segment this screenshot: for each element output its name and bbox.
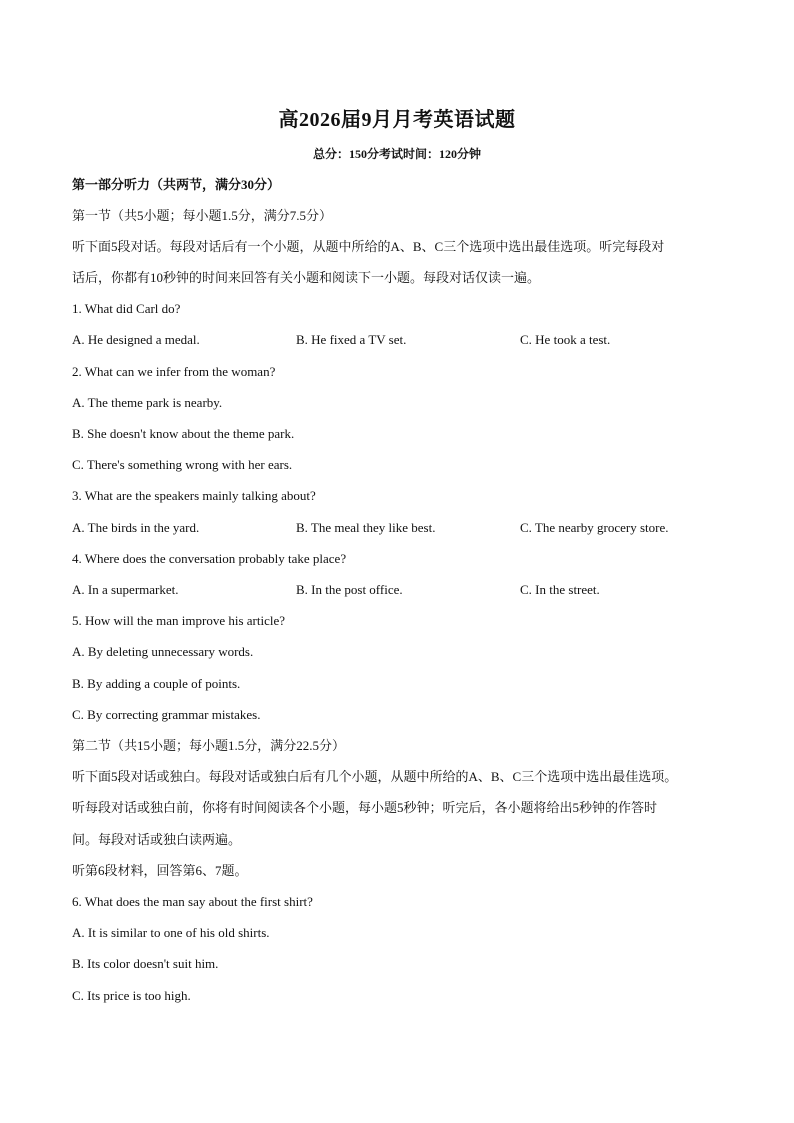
q6-option-b: B. Its color doesn't suit him.	[72, 956, 219, 971]
q4-option-b: B. In the post office.	[296, 582, 403, 597]
question-4: 4. Where does the conversation probably take place?	[72, 551, 347, 566]
q4-option-c: C. In the street.	[520, 582, 600, 597]
section2-instruction-line: 间。每段对话或独白读两遍。	[72, 832, 242, 847]
material-instruction: 听第6段材料，回答第6、7题。	[72, 863, 248, 878]
q5-option-b: B. By adding a couple of points.	[72, 676, 241, 691]
question-6: 6. What does the man say about the first shirt?	[72, 894, 313, 909]
q6-option-c: C. Its price is too high.	[72, 988, 191, 1003]
q3-option-a: A. The birds in the yard.	[72, 520, 200, 535]
section1-heading: 第一节（共5小题；每小题1.5分，满分7.5分）	[72, 208, 333, 223]
question-2: 2. What can we infer from the woman?	[72, 364, 276, 379]
section1-instruction-line: 听下面5段对话。每段对话后有一个小题，从题中所给的A、B、C三个选项中选出最佳选项。听完每段对	[72, 239, 665, 254]
q1-option-b: B. He fixed a TV set.	[296, 332, 407, 347]
q2-option-b: B. She doesn't know about the theme park.	[72, 426, 295, 441]
section2-instruction-line: 听每段对话或独白前，你将有时间阅读各个小题，每小题5秒钟；听完后，各小题将给出5秒钟的作答时	[72, 800, 658, 815]
question-1: 1. What did Carl do?	[72, 301, 181, 316]
q2-option-c: C. There's something wrong with her ears.	[72, 457, 293, 472]
section2-instruction-line: 听下面5段对话或独白。每段对话或独白后有几个小题，从题中所给的A、B、C三个选项中选出最佳选项。	[72, 769, 678, 784]
q1-option-c: C. He took a test.	[520, 332, 611, 347]
q1-option-a: A. He designed a medal.	[72, 332, 200, 347]
q3-option-b: B. The meal they like best.	[296, 520, 436, 535]
section2-heading: 第二节（共15小题；每小题1.5分，满分22.5分）	[72, 738, 346, 753]
q4-option-a: A. In a supermarket.	[72, 582, 179, 597]
page-title: 高2026届9月月考英语试题	[278, 109, 516, 131]
q2-option-a: A. The theme park is nearby.	[72, 395, 223, 410]
section1-instruction-line: 话后，你都有10秒钟的时间来回答有关小题和阅读下一小题。每段对话仅读一遍。	[72, 270, 541, 285]
exam-info: 总分：150分考试时间：120分钟	[312, 147, 481, 161]
question-5: 5. How will the man improve his article?	[72, 613, 286, 628]
part1-heading: 第一部分听力（共两节，满分30分）	[72, 177, 281, 192]
q3-option-c: C. The nearby grocery store.	[520, 520, 669, 535]
q5-option-c: C. By correcting grammar mistakes.	[72, 707, 261, 722]
question-3: 3. What are the speakers mainly talking about?	[72, 488, 316, 503]
q5-option-a: A. By deleting unnecessary words.	[72, 644, 254, 659]
q6-option-a: A. It is similar to one of his old shirts.	[72, 925, 270, 940]
